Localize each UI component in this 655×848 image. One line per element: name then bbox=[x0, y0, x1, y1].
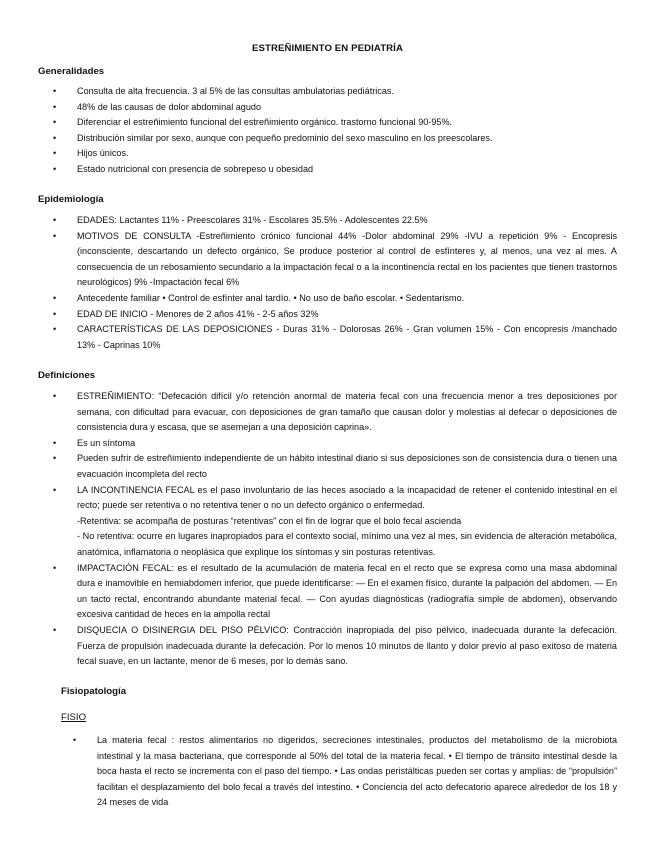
section-heading-definiciones: Definiciones bbox=[38, 370, 96, 381]
section-heading-epidemiologia: Epidemiología bbox=[38, 194, 104, 205]
incontinencia-retentiva-text: -Retentiva: se acompaña de posturas “retentivas” con el fin de lograr que el bolo fecal ascienda bbox=[77, 515, 462, 526]
list-item: • 48% de las causas de dolor abdominal agudo bbox=[77, 100, 617, 116]
bullet-icon: • bbox=[53, 215, 57, 225]
bullet-icon: • bbox=[53, 391, 57, 401]
list-item: • CARACTERÍSTICAS DE LAS DEPOSICIONES - Duras 31% - Dolorosas 26% - Gran volumen 15% - Con encopresis /manchado 13% - Caprinas 10% bbox=[53, 324, 617, 350]
section-heading-fisiopatologia: Fisiopatología bbox=[61, 686, 127, 697]
list-item: • Es un síntoma bbox=[77, 436, 617, 452]
list-item: • DISQUECIA O DISINERGIA DEL PISO PÉLVICO: Contracción inapropiada del piso pélvico, inadecuada durante la defecación. Fuerza de propulsión inadecuada durante la defecación. Por lo menos 10 minutos de llanto y dolor previo al paso exitoso de materia fecal suave, en un lactante, menor de 6 meses, por lo demás sano. bbox=[53, 624, 617, 667]
bullet-icon: • bbox=[73, 735, 77, 745]
bullet-icon: • bbox=[53, 453, 57, 464]
list-item: • Pueden sufrir de estreñimiento independiente de un hábito intestinal diario si sus deposiciones son de consistencia dura o tienen una evacuación incompleta del recto bbox=[53, 453, 617, 479]
fisiopatologia-list bbox=[73, 733, 617, 811]
list-item: • La materia fecal : restos alimentarios no digeridos, secreciones intestinales, productos del metabolismo de la microbiota intestinal y la masa bacteriana, que corresponde al 50% del total de la materia fecal. • El tiempo de tránsito intestinal desde la boca hasta el recto se incrementa con el paso del tiempo. • Las ondas peristálticas pueden ser cortas y amplias: de “propulsión” facilitan el desplazamiento del bolo fecal a través del intestino. • Conciencia del acto defecatorio aparece alrededor de los 18 y 24 meses de vida bbox=[73, 735, 617, 808]
list-item: • Antecedente familiar • Control de esfínter anal tardío. • No uso de baño escolar. • Sedentarismo. bbox=[77, 291, 617, 307]
bullet-icon: • bbox=[53, 86, 57, 96]
definiciones-list bbox=[53, 389, 617, 670]
section-heading-generalidades: Generalidades bbox=[38, 66, 105, 77]
bullet-icon: • bbox=[53, 484, 57, 495]
list-item: • Diferenciar el estreñimiento funcional del estreñimiento orgánico. trastorno funcional 90-95%. bbox=[77, 115, 617, 131]
list-item: • EDAD DE INICIO - Menores de 2 años 41% - 2-5 años 32% bbox=[77, 307, 617, 323]
bullet-icon: • bbox=[53, 437, 57, 448]
subheading-fisio: FISIO bbox=[61, 712, 87, 723]
list-item: • Hijos únicos. bbox=[77, 146, 617, 162]
bullet-icon: • bbox=[53, 292, 57, 303]
list-item: • LA INCONTINENCIA FECAL es el paso involuntario de las heces asociado a la incapacidad de retener el contenido intestinal en el recto; puede ser retentiva o no retentiva tener o no un defecto orgánico o enfermedad. -Retentiva: se acompaña de posturas “retentivas” con el fin de lograr que el bolo fecal ascienda - No retentiva: ocurre en lugares inapropiados para el contexto social, mínimo una vez al mes, sin evidencia de alteración metabólica, anatómica, inflamatoria o neoplásica que explique los síntomas y sin posturas retentivas. bbox=[77, 483, 617, 561]
bullet-icon: • bbox=[53, 230, 57, 241]
epidemiologia-list bbox=[53, 213, 617, 353]
bullet-icon: • bbox=[53, 308, 57, 319]
document-title: ESTREÑIMIENTO EN PEDIATRÍA bbox=[252, 43, 403, 54]
list-item: • Distribución similar por sexo, aunque con pequeño predominio del sexo masculino en los preescolares. bbox=[77, 131, 617, 147]
list-item: • Estado nutricional con presencia de sobrepeso u obesidad bbox=[77, 162, 617, 178]
incontinencia-no-retentiva-text: - No retentiva: ocurre en lugares inapropiados para el contexto social, mínimo una vez al mes, sin evidencia de alteración metabólica, anatómica, inflamatoria o neoplásica que explique los síntomas y sin posturas retentivas. bbox=[77, 531, 617, 557]
bullet-icon: • bbox=[53, 148, 57, 159]
generalidades-list bbox=[53, 84, 617, 178]
list-item: • IMPACTACIÓN FECAL: es el resultado de la acumulación de materia fecal en el recto que se expresa como una masa abdominal dura e inamovible en hemiabdomen inferior, que puede identificarse: — En el examen físico, durante la palpación del abdomen. — En un tacto rectal, encontrando abundante material fecal. — Con ayudas diagnósticas (radiografía simple de abdomen), observando excesiva cantidad de heces en la ampolla rectal bbox=[53, 562, 617, 620]
bullet-icon: • bbox=[53, 562, 57, 573]
bullet-icon: • bbox=[53, 163, 57, 174]
list-item: • Consulta de alta frecuencia. 3 al 5% de las consultas ambulatorias pediátricas. bbox=[77, 84, 617, 100]
list-item: • MOTIVOS DE CONSULTA -Estreñimiento crónico funcional 44% -Dolor abdominal 29% -IVU a repetición 9% - Encopresis (inconsciente, descartando un defecto orgánico, Se produce posterior al control de esfínteres y, al menos, una vez al mes. A consecuencia de un rebosamiento secundario a la impactación fecal o a la incontinencia rectal en los pacientes que tienen trastornos neurológicos) 9% -Impactación fecal 6% bbox=[53, 230, 617, 288]
bullet-icon: • bbox=[53, 132, 57, 143]
bullet-icon: • bbox=[53, 324, 57, 335]
list-item: • ESTREÑIMIENTO: “Defecación difícil y/o retención anormal de materia fecal con una frecuencia menor a tres deposiciones por semana, con dificultad para evacuar, con deposiciones de gran tamaño que causan dolor y molestias al defecar o deposiciones de consistencia dura y escasa, que se asemejan a una deposición caprina». bbox=[53, 391, 617, 433]
list-item: • EDADES: Lactantes 11% - Preescolares 31% - Escolares 35.5% - Adolescentes 22.5% bbox=[77, 213, 617, 229]
bullet-icon: • bbox=[53, 624, 57, 635]
bullet-icon: • bbox=[53, 101, 57, 112]
bullet-icon: • bbox=[53, 117, 57, 128]
